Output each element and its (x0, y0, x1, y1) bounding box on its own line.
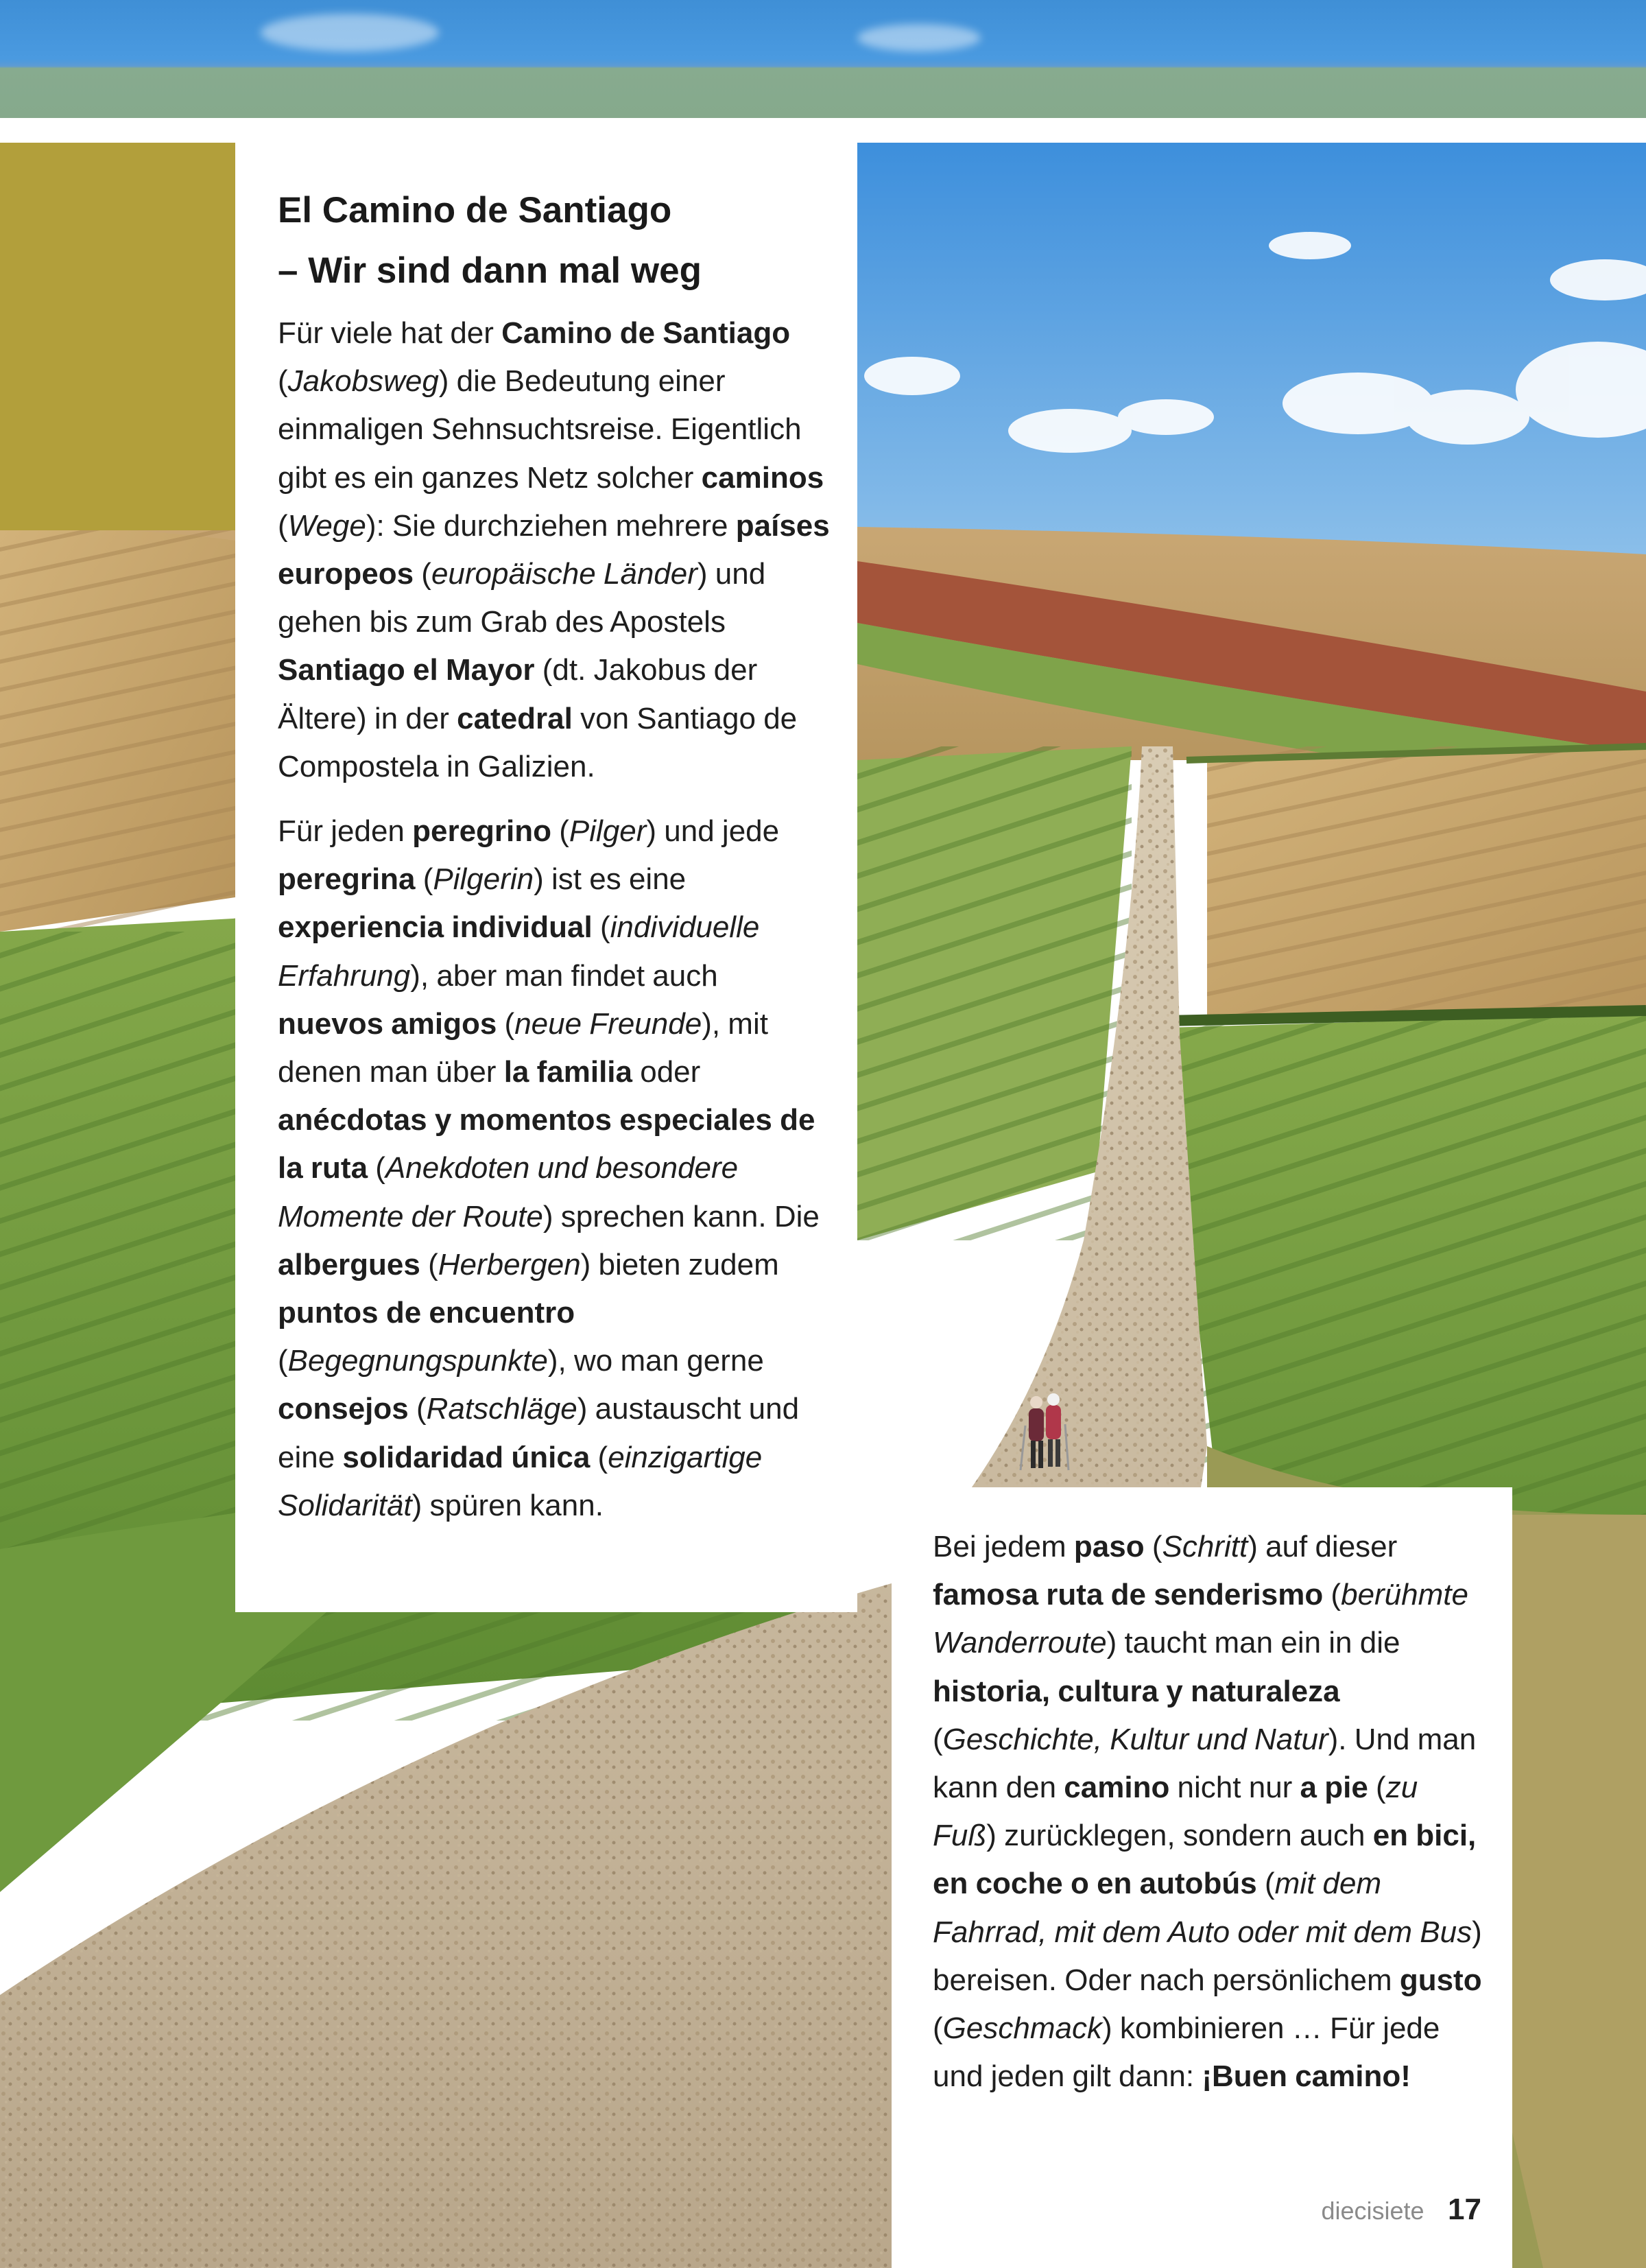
article-panel-right (892, 1487, 1512, 2268)
vocab-term: catedral (457, 701, 573, 735)
translation: Herbergen (438, 1247, 581, 1281)
article-panel-left (235, 143, 857, 1612)
translation: berühmte Wanderroute (933, 1578, 1468, 1660)
translation: Pilgerin (433, 862, 534, 897)
page-number: 17 (1448, 2193, 1481, 2226)
vocab-term: famosa ruta de senderismo (933, 1578, 1324, 1612)
article-paragraph-1: Für viele hat der Camino de Santiago (Jakobsweg) die Bedeutung einer einmaligen Sehnsuchtsreise. Eigentlich gibt es ein ganzes Netz solcher caminos (Wege): Sie durchziehen mehrere países europeos (europäische Länder) und gehen bis zum Grab des Apostels Santiago el Mayor (dt. Jakobus der Ältere) in der catedral von Santiago de Compostela in Galizien. (278, 316, 830, 783)
translation: Jakobsweg (287, 364, 439, 399)
vocab-term: anécdotas y momentos especiales de la ruta (278, 1103, 815, 1185)
vocab-term: la familia (503, 1055, 632, 1089)
article-title-line1: El Camino de Santiago (278, 190, 672, 231)
vocab-term: solidaridad única (342, 1440, 591, 1474)
vocab-term: en bici, en coche o en autobús (933, 1819, 1477, 1901)
vocab-term: nuevos amigos (278, 1006, 497, 1041)
translation: mit dem Fahrrad, mit dem Auto oder mit dem Bus (933, 1867, 1472, 1949)
page-number-word: diecisiete (1321, 2197, 1424, 2225)
vocab-term: peregrino (412, 814, 552, 849)
vocab-term: Santiago el Mayor (278, 653, 535, 687)
vocab-term: albergues (278, 1247, 420, 1281)
accent-color-block (0, 143, 235, 530)
vocab-term: países europeos (278, 508, 830, 591)
translation: Ratschläge (426, 1392, 577, 1426)
vocab-term: caminos (701, 460, 824, 495)
divider-band (0, 118, 1646, 143)
translation: neue Freunde (514, 1006, 702, 1041)
translation: zu Fuß (933, 1771, 1418, 1853)
vocab-term: camino (1064, 1771, 1170, 1805)
translation: Anekdoten und besondere Momente der Route (278, 1151, 739, 1233)
cloud-shape (261, 14, 439, 51)
translation: Schritt (1162, 1530, 1248, 1563)
translation: Begegnungspunkte (287, 1344, 548, 1378)
article-title-line2: – Wir sind dann mal weg (278, 250, 702, 291)
translation: Pilger (569, 814, 647, 849)
page-folio (1322, 2193, 1482, 2227)
vocab-term: paso (1073, 1530, 1145, 1563)
vocab-term: Camino de Santiago (501, 316, 791, 350)
article-title (278, 180, 830, 301)
cloud-shape (857, 24, 981, 51)
translation: individuelle Erfahrung (278, 910, 760, 993)
vocab-term: peregrina (278, 862, 416, 897)
vocab-term: experiencia individual (278, 910, 593, 945)
translation: Wege (287, 508, 366, 543)
vocab-term: historia, cultura y naturaleza (933, 1674, 1340, 1708)
translation: europäische Länder (431, 557, 697, 591)
vocab-term: ¡Buen camino! (1202, 2059, 1411, 2094)
vocab-term: puntos de encuentro (278, 1296, 575, 1330)
article-paragraph-2: Für jeden peregrino (Pilger) und jede peregrina (Pilgerin) ist es eine experiencia individual (individuelle Erfahrung), aber man findet auch nuevos amigos (neue Freunde), mit denen man über la familia oder anécdotas y momentos especiales de la ruta (Anekdoten und besondere Momente der Route) sprechen kann. Die albergues (Herbergen) bieten zudem puntos de encuentro (Begegnungspunkte), wo man gerne consejos (Ratschläge) austauscht und eine solidaridad única (einzigartige Solidarität) spüren kann. (278, 814, 820, 1522)
article-paragraph-3: Bei jedem paso (Schritt) auf dieser famosa ruta de senderismo (berühmte Wanderroute) taucht man ein in die historia, cultura y naturaleza (Geschichte, Kultur und Natur). Und man kann den camino nicht nur a pie (zu Fuß) zurücklegen, sondern auch en bici, en coche o en autobús (mit dem Fahrrad, mit dem Auto oder mit dem Bus) bereisen. Oder nach persönlichem gusto (Geschmack) kombinieren … Für jede und jeden gilt dann: ¡Buen camino! (933, 1530, 1482, 2094)
vocab-term: a pie (1300, 1771, 1368, 1805)
vocab-term: gusto (1399, 1963, 1482, 1997)
translation: Geschmack (942, 2011, 1102, 2046)
vocab-term: consejos (278, 1392, 409, 1426)
translation: Geschichte, Kultur und Natur (942, 1722, 1328, 1756)
translation: einzigartige Solidarität (278, 1440, 763, 1522)
top-photo-strip (0, 0, 1646, 118)
